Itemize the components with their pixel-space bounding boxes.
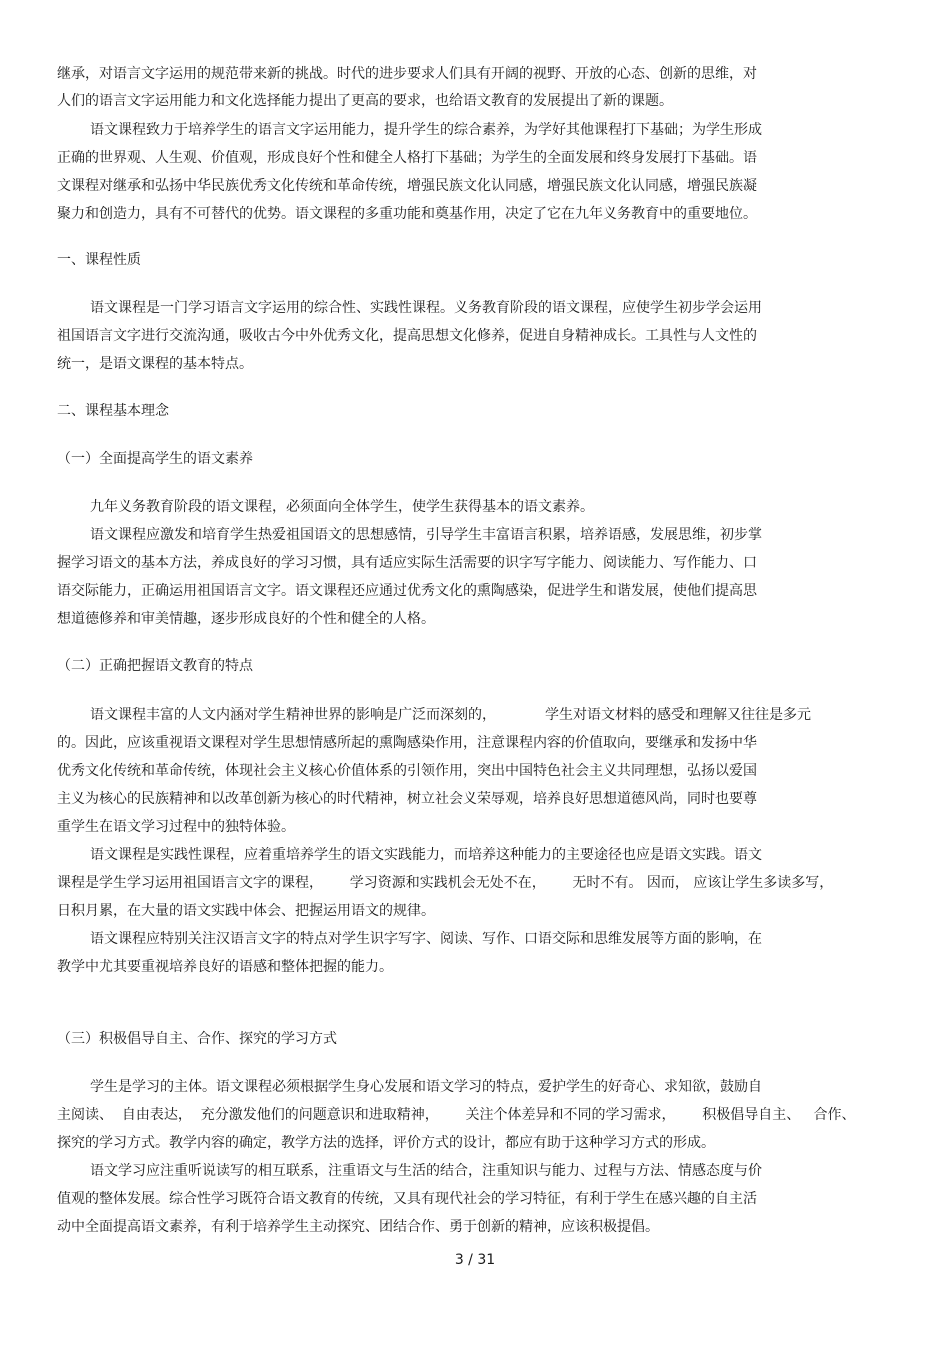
text-line: 课程是学生学习运用祖国语言文字的课程， 学习资源和实践机会无处不在， 无时不有。 因而， 应该让学生多读多写， <box>57 875 834 891</box>
text-line: 想道德修养和审美情趣，逐步形成良好的个性和健全的人格。 <box>57 611 435 627</box>
text-line: 教学中尤其要重视培养良好的语感和整体把握的能力。 <box>57 959 393 975</box>
section-heading: 一、课程性质 <box>57 252 141 268</box>
text-line: 九年义务教育阶段的语文课程，必须面向全体学生，使学生获得基本的语文素养。 <box>90 499 594 515</box>
text-line: 语文课程应激发和培育学生热爱祖国语文的思想感情，引导学生丰富语言积累，培养语感，发展思维，初步掌 <box>90 527 762 543</box>
text-line: 的。因此，应该重视语文课程对学生思想情感所起的熏陶感染作用，注意课程内容的价值取向，要继承和发扬中华 <box>57 735 757 751</box>
text-line: 优秀文化传统和革命传统，体现社会主义核心价值体系的引领作用，突出中国特色社会主义共同理想，弘扬以爱国 <box>57 763 757 779</box>
text-line: 学生是学习的主体。语文课程必须根据学生身心发展和语文学习的特点，爱护学生的好奇心、求知欲，鼓励自 <box>90 1079 762 1095</box>
text-line: 文课程对继承和弘扬中华民族优秀文化传统和革命传统，增强民族文化认同感，增强民族文化认同感，增强民族凝 <box>57 178 757 194</box>
text-line: 语文课程丰富的人文内涵对学生精神世界的影响是广泛而深刻的， 学生对语文材料的感受和理解又往往是多元 <box>90 707 811 723</box>
text-line: 语文课程是一门学习语言文字运用的综合性、实践性课程。义务教育阶段的语文课程，应使学生初步学会运用 <box>90 300 762 316</box>
text-line: 值观的整体发展。综合性学习既符合语文教育的传统，又具有现代社会的学习特征，有利于学生在感兴趣的自主活 <box>57 1191 757 1207</box>
subsection-heading: （三）积极倡导自主、合作、探究的学习方式 <box>57 1031 337 1047</box>
text-line: 探究的学习方式。教学内容的确定，教学方法的选择，评价方式的设计，都应有助于这种学习方式的形成。 <box>57 1135 715 1151</box>
section-heading: 二、课程基本理念 <box>57 403 169 419</box>
text-line: 握学习语文的基本方法，养成良好的学习习惯，具有适应实际生活需要的识字写字能力、阅读能力、写作能力、口 <box>57 555 757 571</box>
text-line: 语文课程是实践性课程，应着重培养学生的语文实践能力，而培养这种能力的主要途径也应是语文实践。语文 <box>90 847 762 863</box>
subsection-heading: （二）正确把握语文教育的特点 <box>57 658 253 674</box>
text-line: 祖国语言文字进行交流沟通，吸收古今中外优秀文化，提高思想文化修养，促进自身精神成长。工具性与人文性的 <box>57 328 757 344</box>
text-line: 继承，对语言文字运用的规范带来新的挑战。时代的进步要求人们具有开阔的视野、开放的心态、创新的思维，对 <box>57 66 757 82</box>
text-line: 语文学习应注重听说读写的相互联系，注重语文与生活的结合，注重知识与能力、过程与方法、情感态度与价 <box>90 1163 762 1179</box>
text-line: 主义为核心的民族精神和以改革创新为核心的时代精神，树立社会义荣辱观，培养良好思想道德风尚，同时也要尊 <box>57 791 757 807</box>
text-line: 日积月累，在大量的语文实践中体会、把握运用语文的规律。 <box>57 903 435 919</box>
subsection-heading: （一）全面提高学生的语文素养 <box>57 451 253 467</box>
text-line: 语文课程致力于培养学生的语言文字运用能力，提升学生的综合素养，为学好其他课程打下基础；为学生形成 <box>90 122 762 138</box>
text-line: 人们的语言文字运用能力和文化选择能力提出了更高的要求，也给语文教育的发展提出了新的课题。 <box>57 93 673 109</box>
text-line: 统一，是语文课程的基本特点。 <box>57 356 253 372</box>
text-line: 重学生在语文学习过程中的独特体验。 <box>57 819 295 835</box>
text-line: 动中全面提高语文素养，有利于培养学生主动探究、团结合作、勇于创新的精神，应该积极提倡。 <box>57 1219 659 1235</box>
text-line: 正确的世界观、人生观、价值观，形成良好个性和健全人格打下基础；为学生的全面发展和终身发展打下基础。语 <box>57 150 757 166</box>
text-line: 主阅读、 自由表达， 充分激发他们的问题意识和进取精神， 关注个体差异和不同的学习需求， 积极倡导自主、 合作、 <box>57 1107 856 1123</box>
text-line: 聚力和创造力，具有不可替代的优势。语文课程的多重功能和奠基作用，决定了它在九年义务教育中的重要地位。 <box>57 206 757 222</box>
text-line: 语交际能力，正确运用祖国语言文字。语文课程还应通过优秀文化的熏陶感染，促进学生和谐发展，使他们提高思 <box>57 583 757 599</box>
text-line: 语文课程应特别关注汉语言文字的特点对学生识字写字、阅读、写作、口语交际和思维发展等方面的影响，在 <box>90 931 762 947</box>
page-number: 3 / 31 <box>454 1252 496 1268</box>
